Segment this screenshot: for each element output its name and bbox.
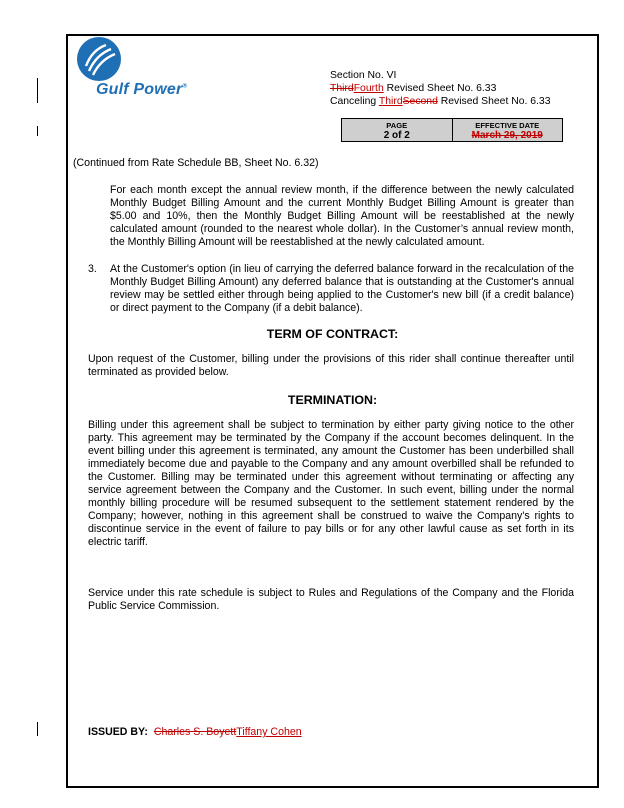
change-bar xyxy=(37,126,38,136)
change-bar xyxy=(37,78,38,103)
revised-sheet-line: ThirdFourth Revised Sheet No. 6.33 xyxy=(330,83,497,94)
term-of-contract-paragraph: Upon request of the Customer, billing under the provisions of this rider shall continue thereafter until terminated as provided below. xyxy=(88,353,574,378)
deleted-issuer: Charles S. Boyett xyxy=(153,726,237,738)
gulf-power-logo-icon xyxy=(76,36,122,82)
page-border xyxy=(66,34,599,788)
continued-note: (Continued from Rate Schedule BB, Sheet No. 6.32) xyxy=(73,157,319,169)
change-bar xyxy=(37,722,38,736)
page-cell: PAGE 2 of 2 xyxy=(383,121,410,141)
monthly-recalculation-paragraph: For each month except the annual review month, if the difference between the newly calculated Monthly Budget Billing Amount and the current Monthly Budget Billing Amount is greater than $5.00 and 10%, then the Monthly Budget Billing Amount will be reestablished at the newly calculated amount (rounded to the nearest whole dollar). In the Customer’s annual review month, the Monthly Billing Amount will be reestablished at the newly calculated amount. xyxy=(110,184,574,248)
issued-by xyxy=(88,726,302,738)
issued-by-label: ISSUED BY: xyxy=(88,726,148,738)
page-info-box xyxy=(341,118,563,142)
sheet-header xyxy=(330,69,551,108)
effective-date-cell: EFFECTIVE DATE March 29, 2019 xyxy=(452,119,563,141)
new-issuer: Tiffany Cohen xyxy=(236,726,302,738)
service-paragraph: Service under this rate schedule is subject to Rules and Regulations of the Company and the Florida Public Service Commission. xyxy=(88,587,574,612)
term-of-contract-heading: TERM OF CONTRACT: xyxy=(266,327,399,341)
section-number: Section No. VI xyxy=(330,70,397,81)
termination-paragraph: Billing under this agreement shall be subject to termination by either party giving notice to the other party. This agreement may be terminated by the Company if the account becomes delinquent. In the event billing under this agreement is terminated, any amount the Customer has been underbilled shall immediately become due and payable to the Company and any amount overbilled shall be refunded to the Customer. Billing may be terminated under this agreement without terminating or affecting any service agreement between the Company and the Customer. In such event, billing under the normal monthly billing procedure will be resumed subsequent to the settlement statement rendered by the Company; however, nothing in this agreement shall be construed to waive the Company's rights to discontinue service in the event of failure to pay bills or for any other lawful cause as set forth in its electric tariff. xyxy=(88,419,574,548)
company-logo xyxy=(70,36,220,102)
termination-heading: TERMINATION: xyxy=(287,393,378,407)
canceling-sheet-line: Canceling ThirdSecond Revised Sheet No. 6.33 xyxy=(330,96,551,107)
brand-name: Gulf Power® xyxy=(96,81,188,98)
item-3-paragraph: At the Customer's option (in lieu of carrying the deferred balance forward in the recalculation of the Monthly Budget Billing Amount) any deferred balance that is outstanding at the Customer's annual review may be settled either through being applied to the Customer's new bill (if a credit balance) or direct payment to the Company (if a debit balance). xyxy=(110,263,574,314)
item-number: 3. xyxy=(88,263,97,275)
